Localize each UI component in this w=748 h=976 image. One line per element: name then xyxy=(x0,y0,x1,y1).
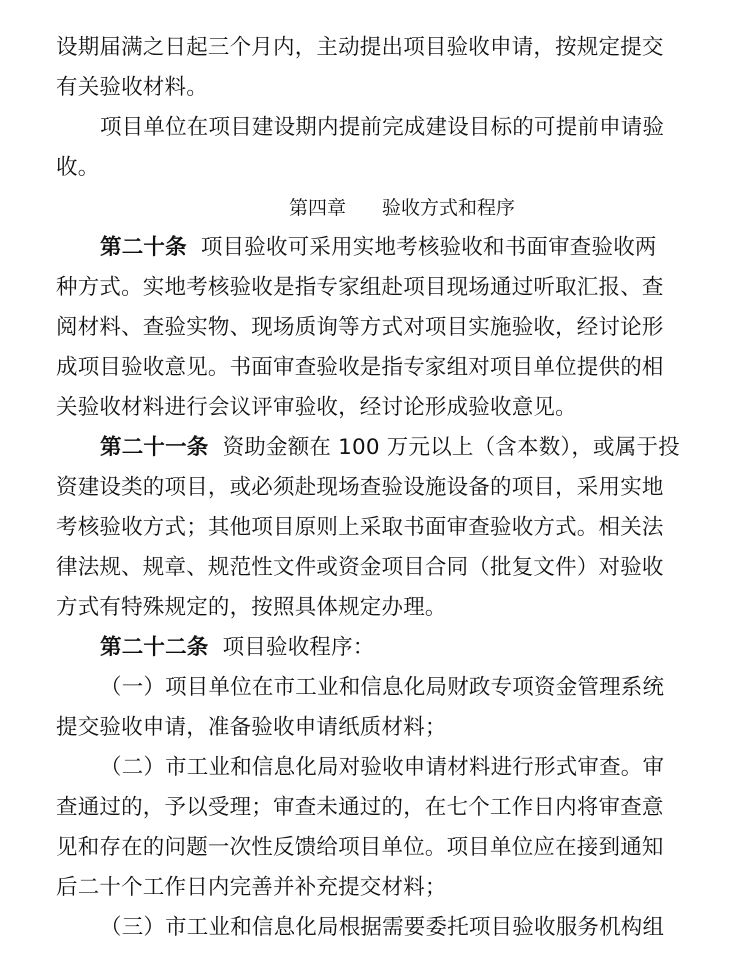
body-line: 设期届满之日起三个月内，主动提出项目验收申请，按规定提交 xyxy=(56,35,664,60)
article-21-first-line xyxy=(56,428,708,468)
body-line: 关验收材料进行会议评审验收，经讨论形成验收意见。 xyxy=(56,395,577,420)
chapter-title: 验收方式和程序 xyxy=(382,197,516,219)
article-20-text: 项目验收可采用实地考核验收和书面审查验收两 xyxy=(200,235,657,260)
body-line: 成项目验收意见。书面审查验收是指专家组对项目单位提供的相 xyxy=(56,355,664,380)
article-21-heading: 第二十一条 xyxy=(100,435,209,460)
body-line: 律法规、规章、规范性文件或资金项目合同（批复文件）对验收 xyxy=(56,555,664,580)
list-item-line: 后二十个工作日内完善并补充提交材料； xyxy=(56,875,447,900)
article-22-intro: 项目验收程序： xyxy=(222,635,375,660)
chapter-heading xyxy=(56,188,708,228)
list-item-line: 提交验收申请，准备验收申请纸质材料； xyxy=(56,715,447,740)
chapter-number: 第四章 xyxy=(288,197,346,219)
body-line: 阅材料、查验实物、现场质询等方式对项目实施验收，经讨论形 xyxy=(56,315,664,340)
article-20-heading: 第二十条 xyxy=(100,235,187,260)
list-item-line: （三）市工业和信息化局根据需要委托项目验收服务机构组 xyxy=(100,915,665,940)
list-item-line: （二）市工业和信息化局对验收申请材料进行形式审查。审 xyxy=(100,755,665,780)
body-line: 项目单位在项目建设期内提前完成建设目标的可提前申请验 xyxy=(100,115,665,140)
article-21-text: 资助金额在 100 万元以上（含本数），或属于投 xyxy=(222,435,680,460)
body-line: 收。 xyxy=(56,155,100,180)
list-item-line: （一）项目单位在市工业和信息化局财政专项资金管理系统 xyxy=(100,675,665,700)
article-22-first-line xyxy=(56,628,708,668)
article-20-first-line xyxy=(56,228,708,268)
body-line: 种方式。实地考核验收是指专家组赴项目现场通过听取汇报、查 xyxy=(56,275,664,300)
body-line: 有关验收材料。 xyxy=(56,75,208,100)
document-page xyxy=(56,28,708,948)
list-item-line: 查通过的，予以受理；审查未通过的，在七个工作日内将审查意 xyxy=(56,795,664,820)
list-item-line: 见和存在的问题一次性反馈给项目单位。项目单位应在接到通知 xyxy=(56,835,664,860)
body-line: 方式有特殊规定的，按照具体规定办理。 xyxy=(56,595,447,620)
body-line: 资建设类的项目，或必须赴现场查验设施设备的项目，采用实地 xyxy=(56,475,664,500)
article-22-heading: 第二十二条 xyxy=(100,635,209,660)
body-line: 考核验收方式；其他项目原则上采取书面审查验收方式。相关法 xyxy=(56,515,664,540)
